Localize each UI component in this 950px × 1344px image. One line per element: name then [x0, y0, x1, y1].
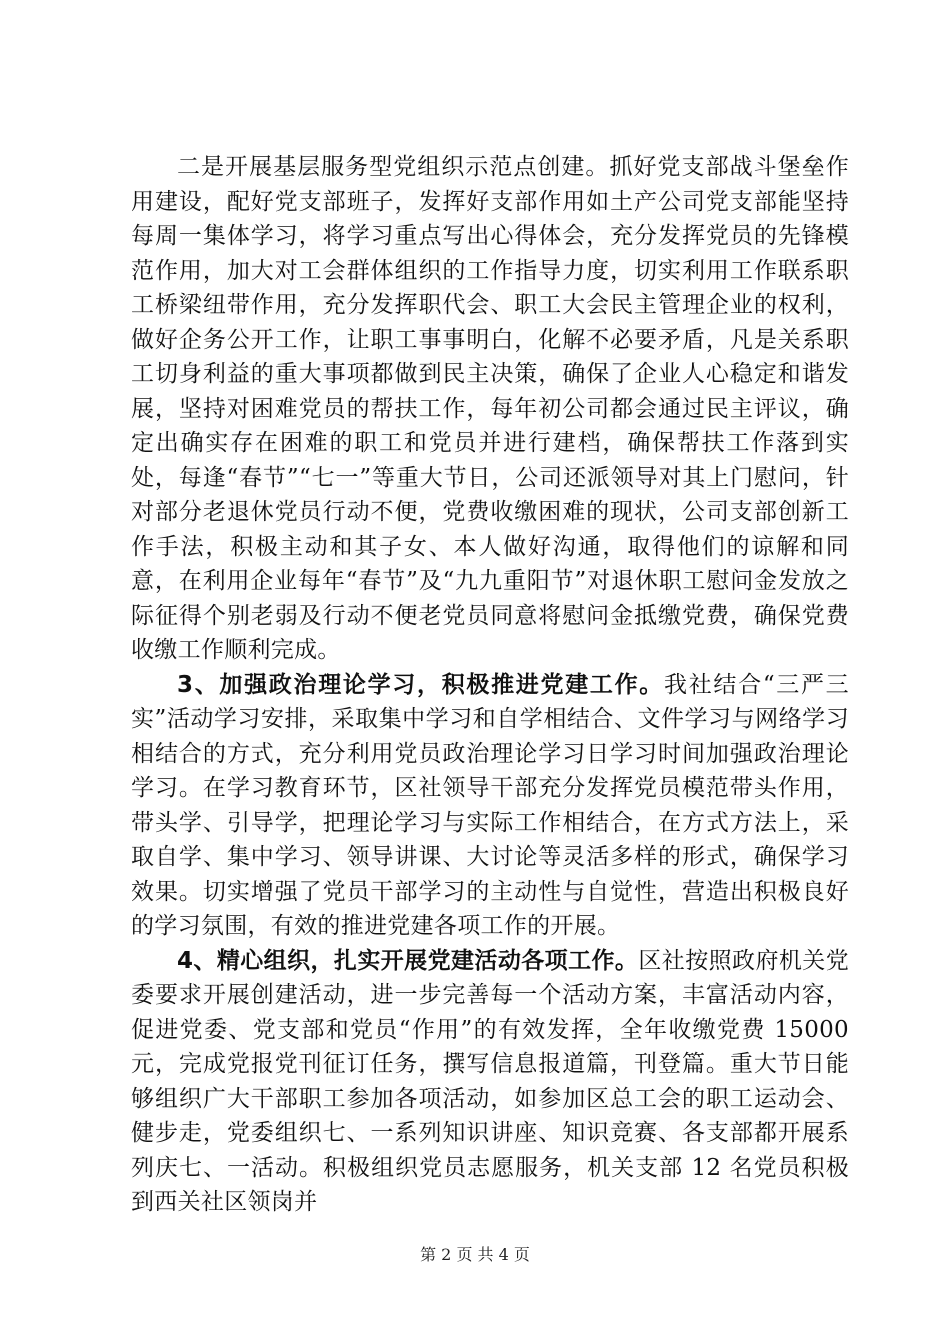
- paragraph-heading: 3、加强政治理论学习，积极推进党建工作。: [177, 671, 665, 698]
- paragraph-text: 区社按照政府机关党委要求开展创建活动，进一步完善每一个活动方案，丰富活动内容，促进党委、党支部和党员“作用”的有效发挥，全年收缴党费 15000 元，完成党报党刊征订任务，撰写信息报道篇，刊登篇。重大节日能够组织广大干部职工参加各项活动，如参加区总工会的职工运动会、健步走，党委组织七、一系列知识讲座、知识竞赛、各支部都开展系列庆七、一活动。积极组织党员志愿服务，机关支部 12 名党员积极到西关社区领岗并: [131, 947, 849, 1215]
- paragraph-service-party-org: [131, 150, 849, 668]
- paragraph-political-theory-study: [131, 668, 849, 944]
- paragraph-text: 二是开展基层服务型党组织示范点创建。抓好党支部战斗堡垒作用建设，配好党支部班子，发挥好支部作用如土产公司党支部能坚持每周一集体学习，将学习重点写出心得体会，充分发挥党员的先锋模范作用，加大对工会群体组织的工作指导力度，切实利用工作联系职工桥梁纽带作用，充分发挥职代会、职工大会民主管理企业的权利，做好企务公开工作，让职工事事明白，化解不必要矛盾，凡是关系职工切身利益的重大事项都做到民主决策，确保了企业人心稳定和谐发展，坚持对困难党员的帮扶工作，每年初公司都会通过民主评议，确定出确实存在困难的职工和党员并进行建档，确保帮扶工作落到实处，每逢“春节”“七一”等重大节日，公司还派领导对其上门慰问，针对部分老退休党员行动不便，党费收缴困难的现状，公司支部创新工作手法，积极主动和其子女、本人做好沟通，取得他们的谅解和同意，在利用企业每年“春节”及“九九重阳节”对退休职工慰问金发放之际征得个别老弱及行动不便老党员同意将慰问金抵缴党费，确保党费收缴工作顺利完成。: [131, 154, 849, 663]
- paragraph-heading: 4、精心组织，扎实开展党建活动各项工作。: [177, 947, 639, 974]
- page-number-footer: 第 2 页 共 4 页: [420, 1245, 530, 1264]
- document-body: [131, 150, 849, 1220]
- paragraph-party-activities: [131, 944, 849, 1220]
- paragraph-text: 我社结合“三严三实”活动学习安排，采取集中学习和自学相结合、文件学习与网络学习相结合的方式，充分利用党员政治理论学习日学习时间加强政治理论学习。在学习教育环节，区社领导干部充分发挥党员模范带头作用，带头学、引导学，把理论学习与实际工作相结合，在方式方法上，采取自学、集中学习、领导讲课、大讨论等灵活多样的形式，确保学习效果。切实增强了党员干部学习的主动性与自觉性，营造出积极良好的学习氛围，有效的推进党建各项工作的开展。: [131, 671, 849, 939]
